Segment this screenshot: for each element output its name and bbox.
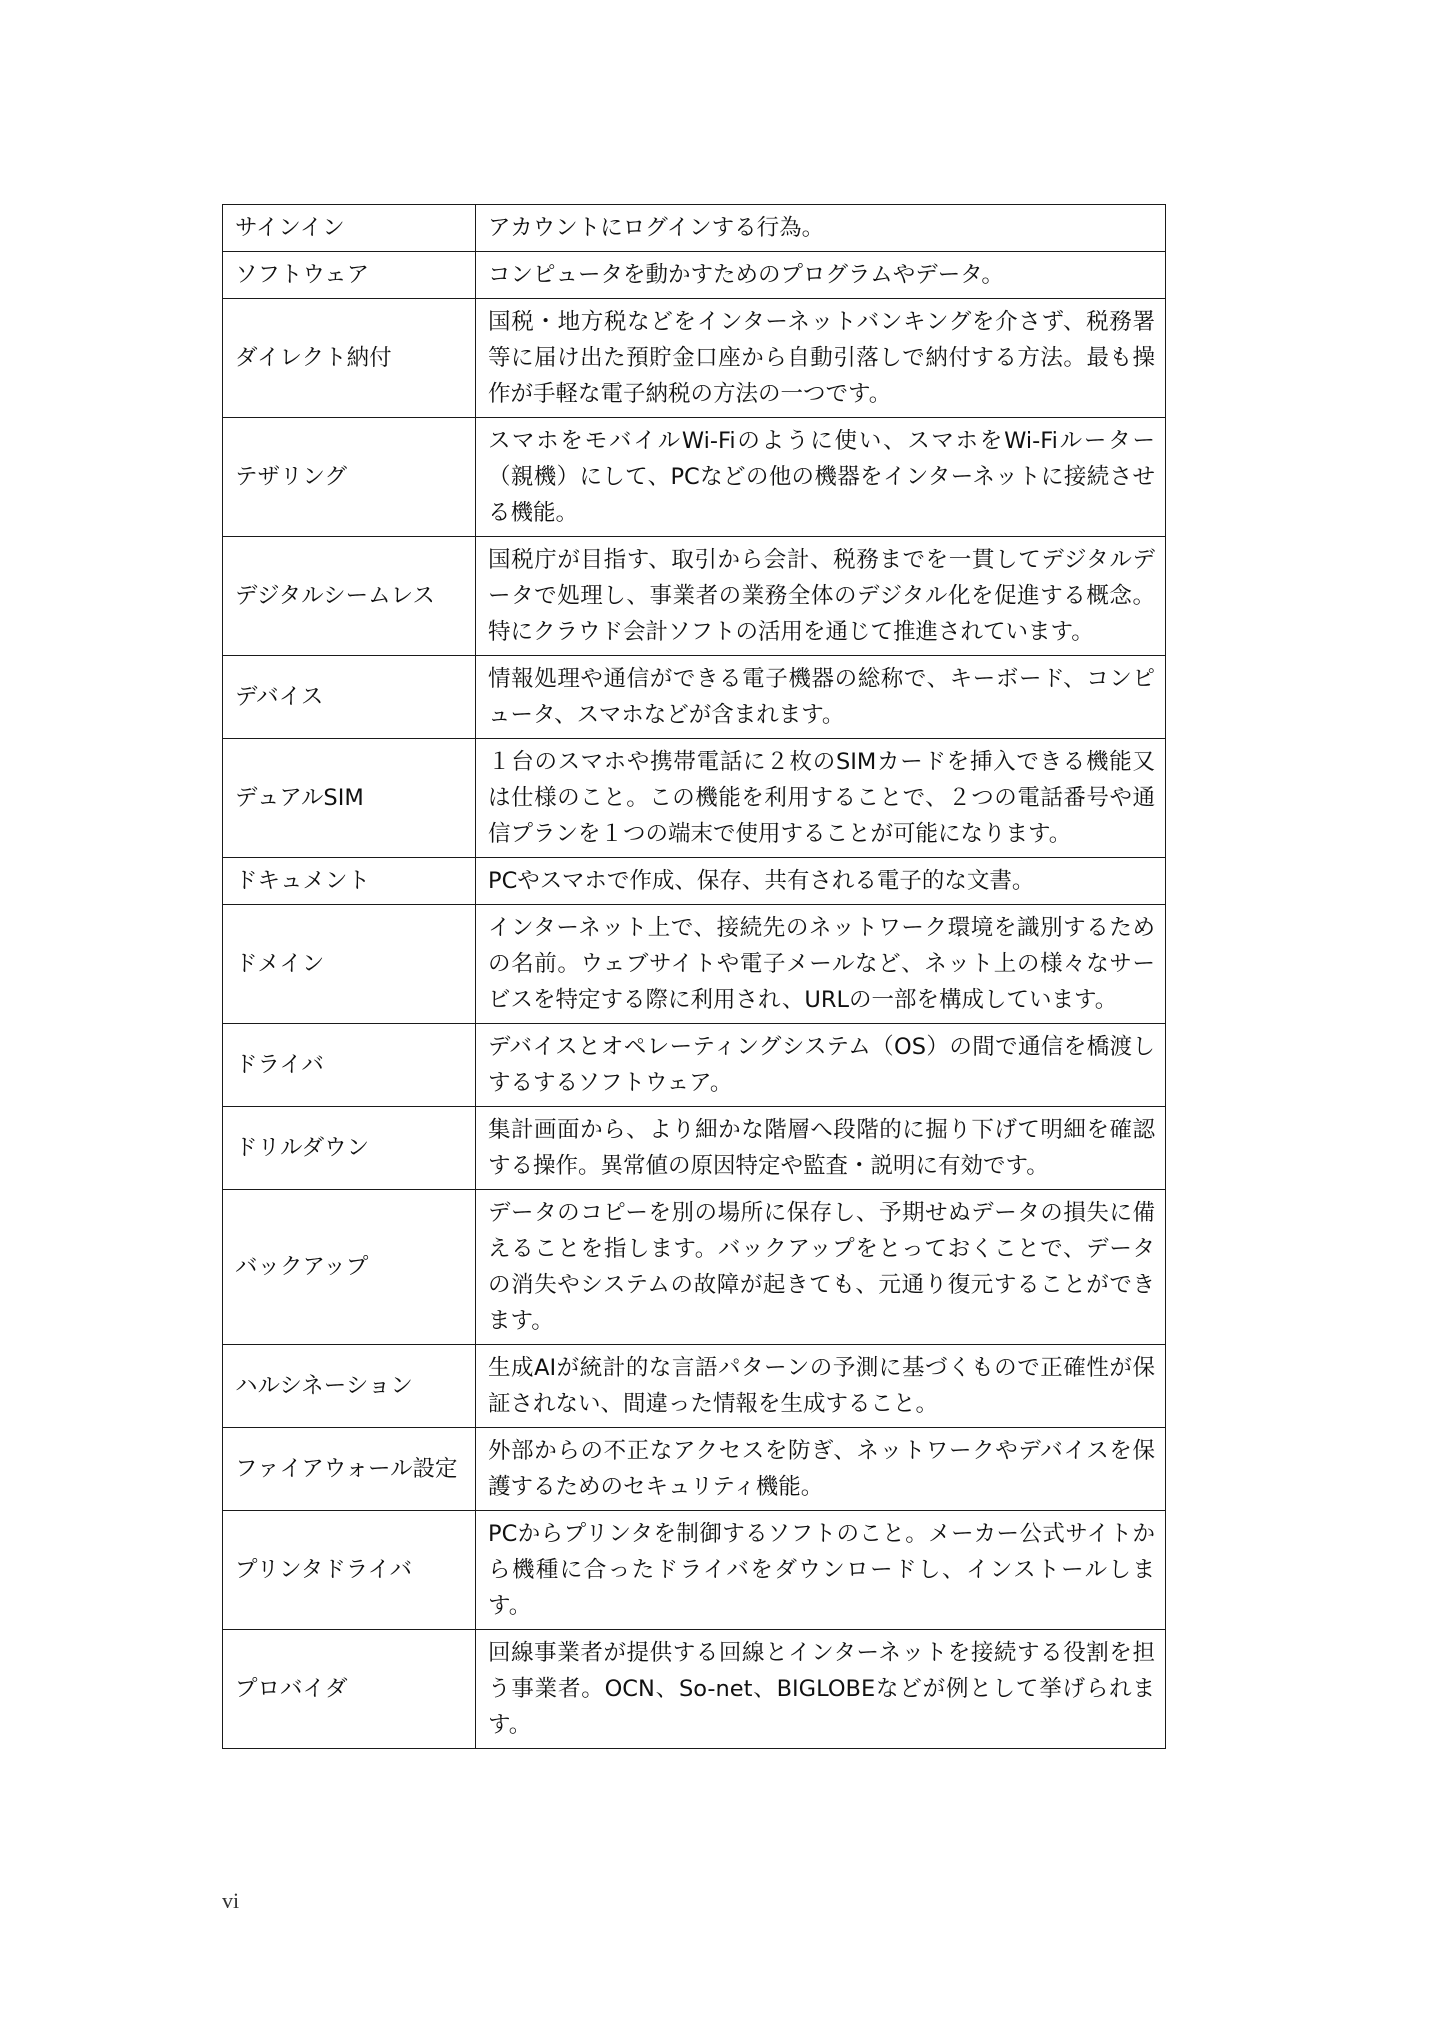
term-cell: デジタルシームレス [223, 537, 476, 656]
table-row [223, 739, 1166, 858]
definition-cell: 外部からの不正なアクセスを防ぎ、ネットワークやデバイスを保護するためのセキュリティ機能。 [476, 1428, 1166, 1511]
table-row [223, 205, 1166, 252]
definition-cell: 情報処理や通信ができる電子機器の総称で、キーボード、コンピュータ、スマホなどが含まれます。 [476, 656, 1166, 739]
term-cell: ダイレクト納付 [223, 299, 476, 418]
term-cell: テザリング [223, 418, 476, 537]
term-cell: ドメイン [223, 905, 476, 1024]
table-row [223, 1190, 1166, 1345]
table-row [223, 1511, 1166, 1630]
term-cell: ファイアウォール設定 [223, 1428, 476, 1511]
page-number: vi [222, 1888, 240, 1913]
table-row [223, 1345, 1166, 1428]
table-row [223, 905, 1166, 1024]
table-row [223, 537, 1166, 656]
definition-cell: スマホをモバイルWi-Fiのように使い、スマホをWi-Fiルーター（親機）にして、PCなどの他の機器をインターネットに接続させる機能。 [476, 418, 1166, 537]
definition-cell: １台のスマホや携帯電話に２枚のSIMカードを挿入できる機能又は仕様のこと。この機能を利用することで、２つの電話番号や通信プランを１つの端末で使用することが可能になります。 [476, 739, 1166, 858]
table-row [223, 1107, 1166, 1190]
definition-cell: 回線事業者が提供する回線とインターネットを接続する役割を担う事業者。OCN、So-net、BIGLOBEなどが例として挙げられます。 [476, 1630, 1166, 1749]
table-row [223, 1428, 1166, 1511]
term-cell: ソフトウェア [223, 252, 476, 299]
table-row [223, 656, 1166, 739]
definition-cell: PCからプリンタを制御するソフトのこと。メーカー公式サイトから機種に合ったドライバをダウンロードし、インストールします。 [476, 1511, 1166, 1630]
table-row [223, 858, 1166, 905]
term-cell: バックアップ [223, 1190, 476, 1345]
definition-cell: コンピュータを動かすためのプログラムやデータ。 [476, 252, 1166, 299]
term-cell: ハルシネーション [223, 1345, 476, 1428]
table-row [223, 299, 1166, 418]
term-cell: ドリルダウン [223, 1107, 476, 1190]
term-cell: プリンタドライバ [223, 1511, 476, 1630]
definition-cell: 生成AIが統計的な言語パターンの予測に基づくもので正確性が保証されない、間違った情報を生成すること。 [476, 1345, 1166, 1428]
definition-cell: アカウントにログインする行為。 [476, 205, 1166, 252]
definition-cell: インターネット上で、接続先のネットワーク環境を識別するための名前。ウェブサイトや電子メールなど、ネット上の様々なサービスを特定する際に利用され、URLの一部を構成しています。 [476, 905, 1166, 1024]
definition-cell: 国税庁が目指す、取引から会計、税務までを一貫してデジタルデータで処理し、事業者の業務全体のデジタル化を促進する概念。特にクラウド会計ソフトの活用を通じて推進されています。 [476, 537, 1166, 656]
glossary-table [222, 204, 1166, 1749]
term-cell: サインイン [223, 205, 476, 252]
table-row [223, 1024, 1166, 1107]
term-cell: ドライバ [223, 1024, 476, 1107]
table-row [223, 1630, 1166, 1749]
definition-cell: 集計画面から、より細かな階層へ段階的に掘り下げて明細を確認する操作。異常値の原因特定や監査・説明に有効です。 [476, 1107, 1166, 1190]
term-cell: デバイス [223, 656, 476, 739]
term-cell: ドキュメント [223, 858, 476, 905]
table-row [223, 418, 1166, 537]
definition-cell: PCやスマホで作成、保存、共有される電子的な文書。 [476, 858, 1166, 905]
definition-cell: デバイスとオペレーティングシステム（OS）の間で通信を橋渡しするするソフトウェア。 [476, 1024, 1166, 1107]
definition-cell: データのコピーを別の場所に保存し、予期せぬデータの損失に備えることを指します。バックアップをとっておくことで、データの消失やシステムの故障が起きても、元通り復元することができます。 [476, 1190, 1166, 1345]
term-cell: デュアルSIM [223, 739, 476, 858]
glossary-body [223, 205, 1166, 1749]
definition-cell: 国税・地方税などをインターネットバンキングを介さず、税務署等に届け出た預貯金口座から自動引落しで納付する方法。最も操作が手軽な電子納税の方法の一つです。 [476, 299, 1166, 418]
term-cell: プロバイダ [223, 1630, 476, 1749]
table-row [223, 252, 1166, 299]
